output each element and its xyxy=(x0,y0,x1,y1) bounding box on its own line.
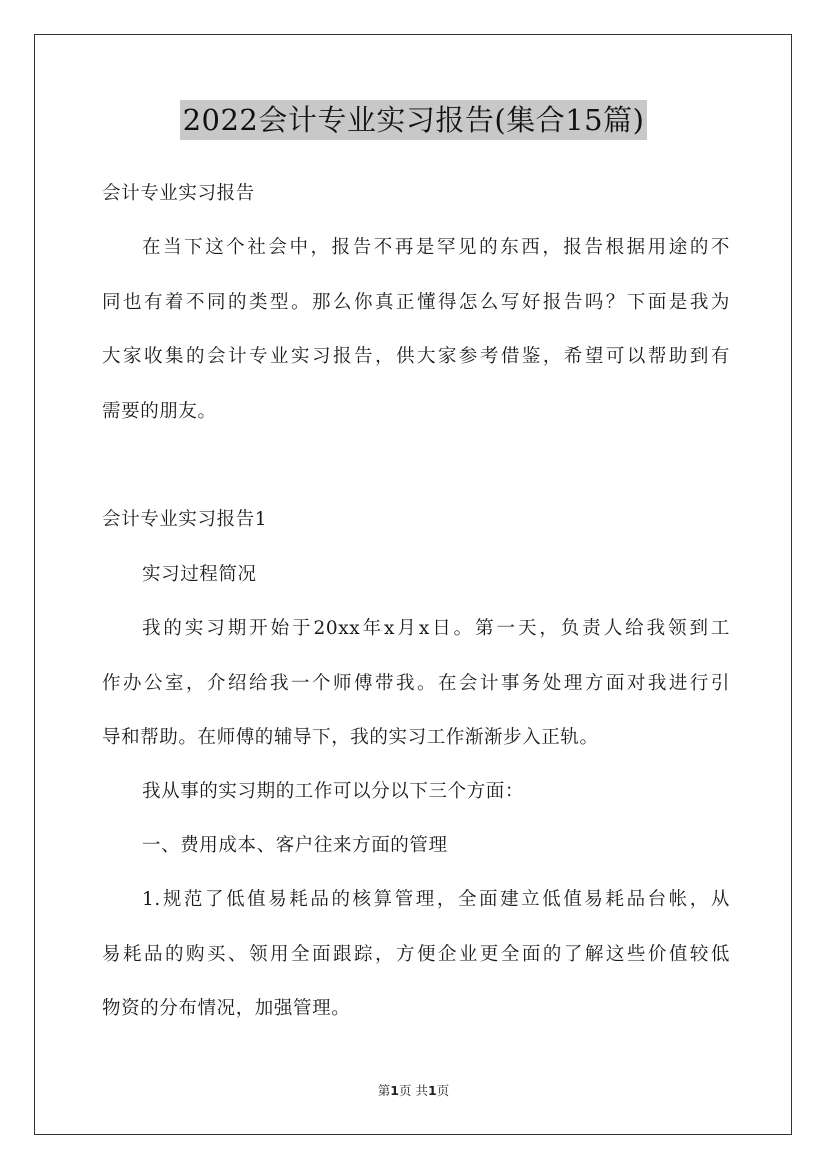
page-label-prefix: 第 xyxy=(377,1083,391,1098)
body-line: 导和帮助。在师傅的辅导下，我的实习工作渐渐步入正轨。 xyxy=(102,727,599,748)
body-line: 在当下这个社会中，报告不再是罕见的东西，报告根据用途的不 xyxy=(142,237,730,258)
body-line: 1.规范了低值易耗品的核算管理，全面建立低值易耗品台帐，从 xyxy=(142,889,730,910)
page-current-number: 1 xyxy=(390,1083,399,1098)
body-line: 我从事的实习期的工作可以分以下三个方面： xyxy=(142,781,525,802)
document-title: 2022会计专业实习报告(集合15篇) xyxy=(180,100,648,140)
body-line: 我的实习期开始于20xx年x月x日。第一天，负责人给我领到工 xyxy=(142,618,730,639)
title-container xyxy=(0,100,827,140)
body-line: 会计专业实习报告1 xyxy=(102,509,268,530)
page-total-number: 1 xyxy=(427,1083,437,1098)
page-label-suffix: 页 xyxy=(436,1083,450,1098)
page-label-mid: 页 共 xyxy=(399,1083,428,1098)
page-footer xyxy=(0,1082,827,1100)
body-line: 会计专业实习报告 xyxy=(102,183,255,204)
body-line: 大家收集的会计专业实习报告，供大家参考借鉴，希望可以帮助到有 xyxy=(102,346,730,367)
body-line: 同也有着不同的类型。那么你真正懂得怎么写好报告吗？下面是我为 xyxy=(102,292,730,313)
body-line: 作办公室，介绍给我一个师傅带我。在会计事务处理方面对我进行引 xyxy=(102,673,730,694)
body-line: 实习过程简况 xyxy=(142,564,257,585)
body-line: 易耗品的购买、领用全面跟踪，方便企业更全面的了解这些价值较低 xyxy=(102,944,730,965)
body-line: 需要的朋友。 xyxy=(102,401,217,422)
body-line: 一、费用成本、客户往来方面的管理 xyxy=(142,835,448,856)
body-line: 物资的分布情况，加强管理。 xyxy=(102,998,351,1019)
